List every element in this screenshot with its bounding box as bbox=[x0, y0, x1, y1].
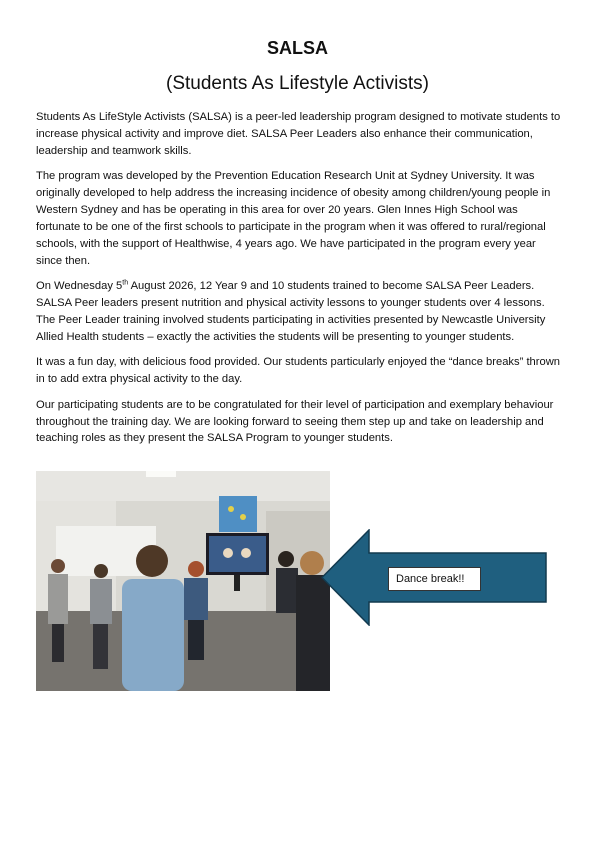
article-body bbox=[36, 109, 564, 456]
dance-break-callout: Dance break!! bbox=[388, 567, 481, 591]
ordinal-suffix: th bbox=[122, 279, 129, 287]
training-details-text: August 2026, 12 Year 9 and 10 students trained to become SALSA Peer Leaders. SALSA Peer leaders present nutrition and physical activity lessons to younger students over 4 lessons. The Peer Leader training involved students participating in activities presented by Newcastle University Allied Health students – exactly the activities the students will be presenting to younger students. bbox=[36, 280, 546, 343]
paragraph-training-day bbox=[36, 278, 564, 346]
paragraph-intro: Students As LifeStyle Activists (SALSA) is a peer-led leadership program designed to motivate students to increase physical activity and improve diet. SALSA Peer Leaders also enhance their communication, leadership and teamwork skills. bbox=[36, 111, 561, 157]
paragraph-congratulations: Our participating students are to be congratulated for their level of participation and exemplary behaviour throughout the training day. We are looking forward to seeing them step up and take on leadership and teaching roles as they present the SALSA Program to younger students. bbox=[36, 398, 554, 445]
training-date-text: On Wednesday 5 bbox=[36, 280, 123, 293]
page-title: SALSA bbox=[266, 38, 328, 58]
dance-break-photo bbox=[36, 471, 330, 691]
page-subtitle: (Students As Lifestyle Activists) bbox=[166, 73, 429, 94]
paragraph-fun-day: It was a fun day, with delicious food provided. Our students particularly enjoyed the “dance breaks” thrown in to add extra physical activity to the day. bbox=[36, 356, 561, 386]
paragraph-history: The program was developed by the Prevention Education Research Unit at Sydney University. It was originally developed to help address the increasing incidence of obesity among children/young people in Western Sydney and has be operating in this area for over 20 years. Glen Innes High School was fortunate to be one of the first schools to participate in the program when it was offered to rural/regional schools, with the support of Healthwise, 4 years ago. We have participated in the program every year since then. bbox=[36, 170, 551, 267]
